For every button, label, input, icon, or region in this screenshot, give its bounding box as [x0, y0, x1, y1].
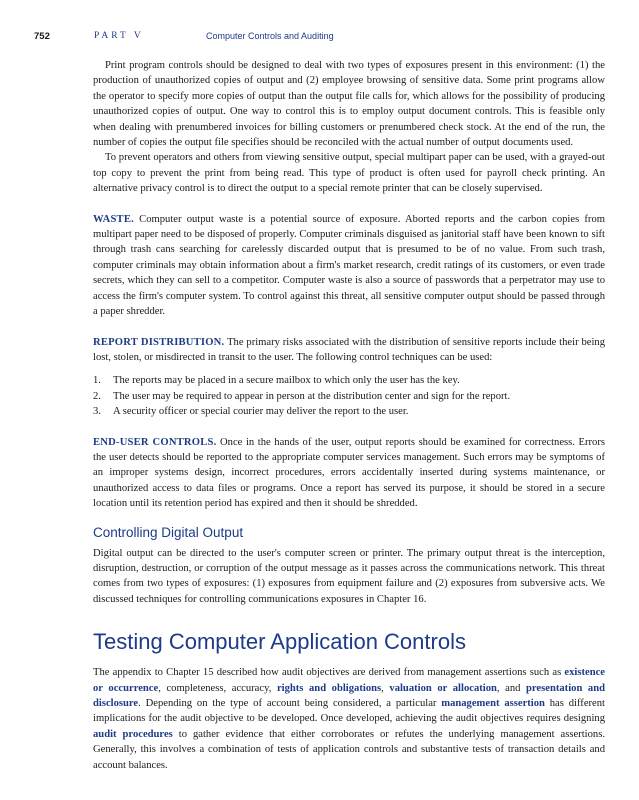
section-heading-digital-output: Controlling Digital Output: [93, 524, 244, 540]
key-term: audit procedures: [93, 728, 173, 740]
section-heading-testing: Testing Computer Application Controls: [93, 629, 466, 655]
list-item: 2. The user may be required to appear in person at the distribution center and sign for the report.: [93, 390, 511, 402]
paragraph-privacy-controls: To prevent operators and others from viewing sensitive output, special multipart paper can be used, with a grayed-out top copy to prevent the print from being read. This type of product is often used for payroll check printing. An alternative privacy control is to direct the output to a special remote printer that can be closely supervised.: [93, 152, 605, 195]
report-distribution-paragraph: [93, 335, 605, 366]
key-term: presentation and disclosure: [93, 682, 606, 709]
key-term: existence or occurrence: [93, 667, 605, 694]
report-distribution-text: The primary risks associated with the distribution of sensitive reports include their being lost, stolen, or misdirected in transit to the user. The following control techniques can be used:: [93, 336, 605, 363]
page-number: 752: [34, 31, 50, 42]
list-item: 1. The reports may be placed in a secure mailbox to which only the user has the key.: [93, 375, 460, 387]
part-label: PART V: [94, 31, 144, 41]
page-body: [93, 58, 605, 773]
waste-text: Computer output waste is a potential source of exposure. Aborted reports and the carbon copies from multipart paper need to be disposed of properly. Computer criminals disguised as janitorial staff have been known to sift through trash cans searching for carelessly discarded output that is presumed to be of no value. From such trash, computer criminals may obtain information about a firm's market research, credit ratings of its customers, or even trade secrets, which they can sell to a competitor. Computer waste is also a source of passwords that a perpetrator may use to access the firm's computer system. To control against this threat, all sensitive computer output should be passed through a paper shredder.: [93, 213, 605, 318]
waste-label: WASTE.: [93, 213, 134, 225]
key-term: management assertion: [441, 698, 545, 709]
end-user-paragraph: [93, 435, 605, 512]
part-title: Computer Controls and Auditing: [206, 31, 334, 41]
end-user-label: END-USER CONTROLS.: [93, 436, 217, 448]
end-user-text: Once in the hands of the user, output reports should be examined for correctness. Errors the user detects should be reported to the appropriate computer services management. Such errors may be symptoms of an improper systems design, incorrect procedures, errors accidentally inserted during systems maintenance, or unauthorized access to data files or programs. Once a report has served its purpose, it should be stored in a secure location until its retention period has expired and then it should be shredded.: [93, 436, 605, 510]
distribution-list: [93, 373, 605, 419]
key-term: rights and obligations: [276, 682, 382, 694]
digital-output-paragraph: Digital output can be directed to the user's computer screen or printer. The primary output threat is the interception, disruption, destruction, or corruption of the output message as it passes across the communications network. This threat comes from two types of exposures: (1) exposures from equipment failure and (2) exposures from subversive acts. We discussed techniques for controlling communications exposures in Chapter 16.: [93, 547, 605, 605]
paragraph-print-controls: Print program controls should be designed to deal with two types of exposures present in this environment: (1) the production of unauthorized copies of output and (2) employee browsing of sensitive data. Some print programs allow the operator to specify more copies of output than the output file calls for, which allows for the possibility of producing unauthorized copies of output. One way to control this is to employ output document controls. This is feasible only when dealing with prenumbered invoices for billing customers or prenumbered check stock. At the end of the run, the number of copies the output file specifies should be reconciled with the actual number of output documents used.: [93, 60, 605, 149]
key-term: valuation or allocation: [389, 682, 497, 694]
list-item: 3. A security officer or special courier may deliver the report to the user.: [93, 406, 409, 418]
testing-paragraph: The appendix to Chapter 15 described how audit objectives are derived from management assertions such as existence or occurrence, completeness, accuracy, rights and obligations, valuation or allocation, and presentation and disclosure. Depending on the type of account being considered, a particular management assertion has different implications for the audit objective to be developed. Once developed, achieving the audit objectives requires designing audit procedures to gather evidence that either corroborates or refutes the underlying management assertions. Generally, this involves a combination of tests of application controls and substantive tests of transaction details and account balances.: [93, 667, 606, 771]
report-distribution-label: REPORT DISTRIBUTION.: [93, 336, 225, 348]
running-header: [34, 29, 604, 45]
waste-paragraph: [93, 212, 605, 320]
